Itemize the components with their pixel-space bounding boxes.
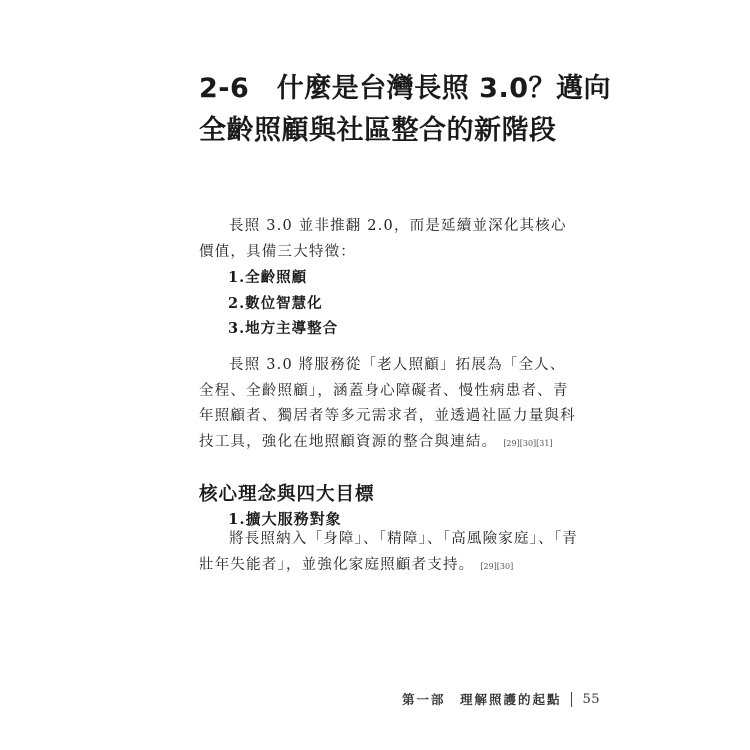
service-scope-paragraph xyxy=(199,527,579,579)
feature-list xyxy=(228,265,338,342)
scope-paragraph xyxy=(199,353,579,456)
chapter-title-line-2: 全齡照顧與社區整合的新階段 xyxy=(199,115,557,146)
chapter-title xyxy=(199,68,619,152)
footer-part-title: 第一部 理解照護的起點 xyxy=(401,692,562,707)
chapter-title-line-1: 2-6 什麼是台灣長照 3.0？邁向 xyxy=(199,73,612,104)
citation-marker: [29][30][31] xyxy=(503,438,553,448)
intro-paragraph: 長照 3.0 並非推翻 2.0，而是延續並深化其核心價值，具備三大特徵： xyxy=(199,218,567,260)
citation-marker: [29][30] xyxy=(480,561,514,571)
page-number: 55 xyxy=(582,691,600,707)
scope-paragraph-text: 長照 3.0 將服務從「老人照顧」拓展為「全人、全程、全齡照顧」，涵蓋身心障礙者、慢性病患者、青年照顧者、獨居者等多元需求者，並透過社區力量與科技工具，強化在地照顧資源的整合與連結。 xyxy=(199,357,576,450)
feature-item-2: 2.數位智慧化 xyxy=(228,294,323,312)
service-scope-text: 將長照納入「身障」、「精障」、「高風險家庭」、「青壯年失能者」，並強化家庭照顧者支持。 xyxy=(199,531,578,573)
page-footer xyxy=(402,690,600,708)
sub-heading: 1.擴大服務對象 xyxy=(228,510,342,528)
footer-divider xyxy=(571,692,572,707)
section-heading: 核心理念與四大目標 xyxy=(199,484,375,505)
feature-item-1: 1.全齡照顧 xyxy=(228,269,308,286)
feature-item-3: 3.地方主導整合 xyxy=(228,320,339,337)
